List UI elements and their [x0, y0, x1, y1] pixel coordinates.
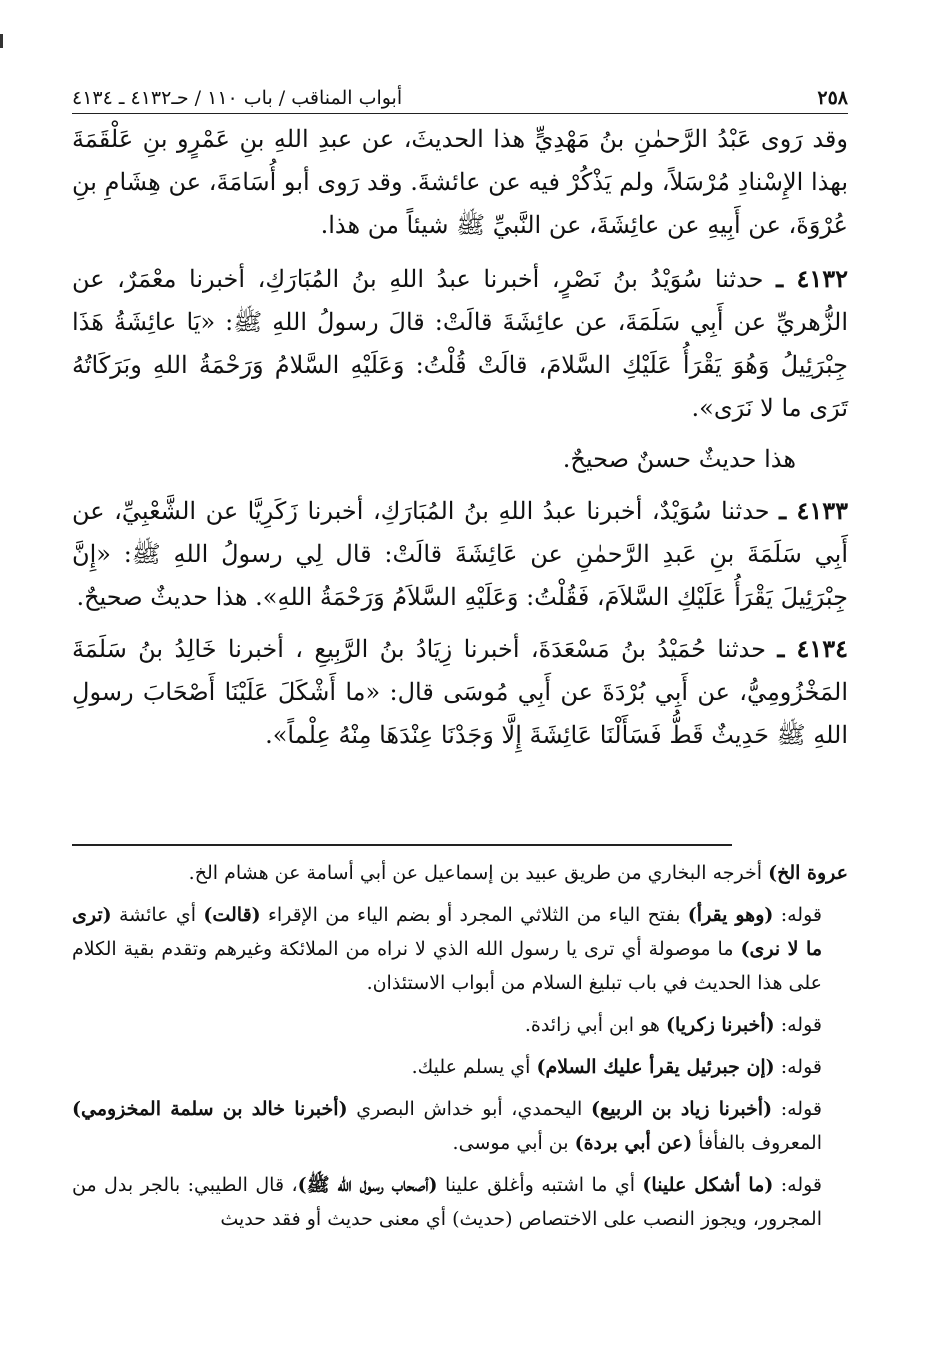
note-5-term-3: (عن أبي بردة) — [574, 1132, 693, 1154]
note-1-text: أخرجه البخاري من طريق عبيد بن إسماعيل عن أبي أسامة عن هشام الخ. — [188, 862, 769, 884]
hadith-4134 — [72, 627, 848, 757]
note-1-term: عروة الخ) — [768, 862, 848, 884]
note-6 — [72, 1168, 848, 1236]
note-3-term: (أخبرنا زكريا) — [665, 1014, 775, 1036]
note-5-text-3: بن أبي موسى. — [452, 1132, 575, 1154]
note-6-text-2: ، قال الطيبي: بالجر بدل من المجرور، ويجوز النصب على الاختصاص (حديث) أي معنى حديث أو فقد حديث — [72, 1174, 822, 1230]
hadith-number-4132: ٤١٣٢ ـ — [776, 264, 848, 293]
note-1 — [72, 856, 848, 890]
footnote-separator — [72, 844, 732, 846]
hadith-4133 — [72, 489, 848, 619]
note-6-lead: قوله: — [773, 1174, 823, 1196]
note-2 — [72, 898, 848, 1000]
note-5 — [72, 1092, 848, 1160]
hadith-text-4133: حدثنا سُوَيْدٌ، أخبرنا عبدُ اللهِ بنُ المُبَارَكِ، أخبرنا زَكَرِيَّا عن الشَّعْبِيِّ، عن أَبِي سَلَمَةَ بنِ عَبدِ الرَّحمٰنِ عن عَائِشَةَ قالَتْ: قال لِي رسولُ اللهِ ﷺ: «إِنَّ جِبْرَئِيلَ يَقْرَأُ عَلَيْكِ السَّلاَمَ، فَقُلْتُ: وَعَلَيْهِ السَّلاَمُ وَرَحْمَةُ اللهِ». هذا حديثٌ صحيحٌ. — [72, 497, 848, 611]
hadith-text-4134: حدثنا حُمَيْدُ بنُ مَسْعَدَةَ، أخبرنا زِيَادُ بنُ الرَّبِيعِ ، أخبرنا خَالِدُ بنُ سَلَمَةَ المَخْزُومِيُّ، عن أَبِي بُرْدَةَ عن أَبِي مُوسَى قال: «ما أَشْكَلَ عَلَيْنَا أَصْحَابَ رسولِ اللهِ ﷺ حَدِيثٌ قَطُّ فَسَأَلْنَا عَائِشَةَ إِلَّا وَجَدْنَا عِنْدَهَا مِنْهُ عِلْماً». — [72, 635, 848, 749]
note-3-lead: قوله: — [774, 1014, 822, 1036]
note-2-lead: قوله: — [773, 904, 822, 926]
page-number: ٢٥٨ — [817, 87, 848, 109]
hadith-number-4133: ٤١٣٣ ـ — [779, 496, 848, 525]
note-6-term-2: (أصحاب رسول الله ﷺ) — [297, 1174, 438, 1196]
note-2-term-2: (قالت) — [203, 904, 261, 926]
book-page — [72, 82, 848, 1322]
hadith-text-4132: حدثنا سُوَيْدُ بنُ نَصْرٍ، أخبرنا عبدُ اللهِ بنُ المُبَارَكِ، أخبرنا معْمَرٌ، عن الزُّهريِّ عن أَبِي سَلَمَةَ، عن عائِشَةَ قالَتْ: قالَ رسولُ اللهِ ﷺ: «يَا عائِشَةُ هَذَا جِبْرَئِيلُ وَهُوَ يَقْرَأُ عَلَيْكِ السَّلامَ، قالَتْ قُلْتُ: وَعَلَيْهِ السَّلامُ وَرَحْمَةُ اللهِ وبَرَكَاتُهُ تَرَى ما لا نَرَى». — [72, 265, 849, 422]
main-text — [72, 118, 848, 765]
commentary-notes — [72, 856, 848, 1244]
note-2-text-1: بفتح الياء من الثلاثي المجرد أو بضم الياء من الإقراء — [260, 904, 688, 926]
hadith-number-4134: ٤١٣٤ ـ — [777, 634, 848, 663]
intro-paragraph: وقد رَوى عَبْدُ الرَّحمٰنِ بنُ مَهْدِيٍّ هذا الحديثَ، عن عبدِ اللهِ بنِ عَمْرٍو بنِ عَلْقَمَةَ بهذا الإِسْنادِ مُرْسَلاً، ولم يَذْكُرْ فيه عن عائشةَ. وقد رَوى أبو أُسَامَةَ، عن هِشَامِ بنِ عُرْوَةَ، عن أَبِيهِ عن عائِشَةَ، عن النَّبيِّ ﷺ شيئاً من هذا. — [72, 125, 848, 239]
note-2-text-2: أي عائشة — [111, 904, 204, 926]
note-5-lead: قوله: — [772, 1098, 822, 1120]
note-4-lead: قوله: — [774, 1056, 822, 1078]
page-header — [72, 82, 848, 114]
note-4 — [72, 1050, 848, 1084]
note-6-text-1: أي ما اشتبه وأغلق علينا — [437, 1174, 643, 1196]
note-2-term-1: (وهو يقرأ) — [687, 904, 774, 926]
page-edge-mark — [0, 34, 3, 48]
note-4-term: (إن جبرئيل يقرأ عليك السلام) — [536, 1056, 775, 1078]
note-5-term-1: (أخبرنا زياد بن الربيع) — [590, 1098, 773, 1120]
note-6-term-1: (ما أشكل علينا) — [642, 1174, 774, 1196]
note-4-text: أي يسلم عليك. — [411, 1056, 537, 1078]
note-2-text-3: ما موصولة أي ترى يا رسول الله الذي لا نراه من الملائكة وغيرهم وتقدم بقية الكلام على هذا الحديث في باب تبليغ السلام من أبواب الاستئذان. — [72, 938, 822, 994]
hadith-verdict-4132: هذا حديثٌ حسنٌ صحيحٌ. — [562, 445, 796, 473]
note-2-term-3: (ترى ما لا نرى) — [72, 904, 822, 960]
note-3-text: هو ابن أبي زائدة. — [524, 1014, 666, 1036]
note-3 — [72, 1008, 848, 1042]
note-5-term-2: (أخبرنا خالد بن سلمة المخزومي) — [72, 1098, 348, 1120]
note-5-text-2: المعروف بالفأفأ — [692, 1132, 822, 1154]
running-title: أبواب المناقب / باب ١١٠ / حـ٤١٣٢ ـ ٤١٣٤ — [72, 87, 403, 109]
hadith-4132 — [72, 257, 848, 430]
note-5-text-1: اليحمدي، أبو خداش البصري — [347, 1098, 591, 1120]
